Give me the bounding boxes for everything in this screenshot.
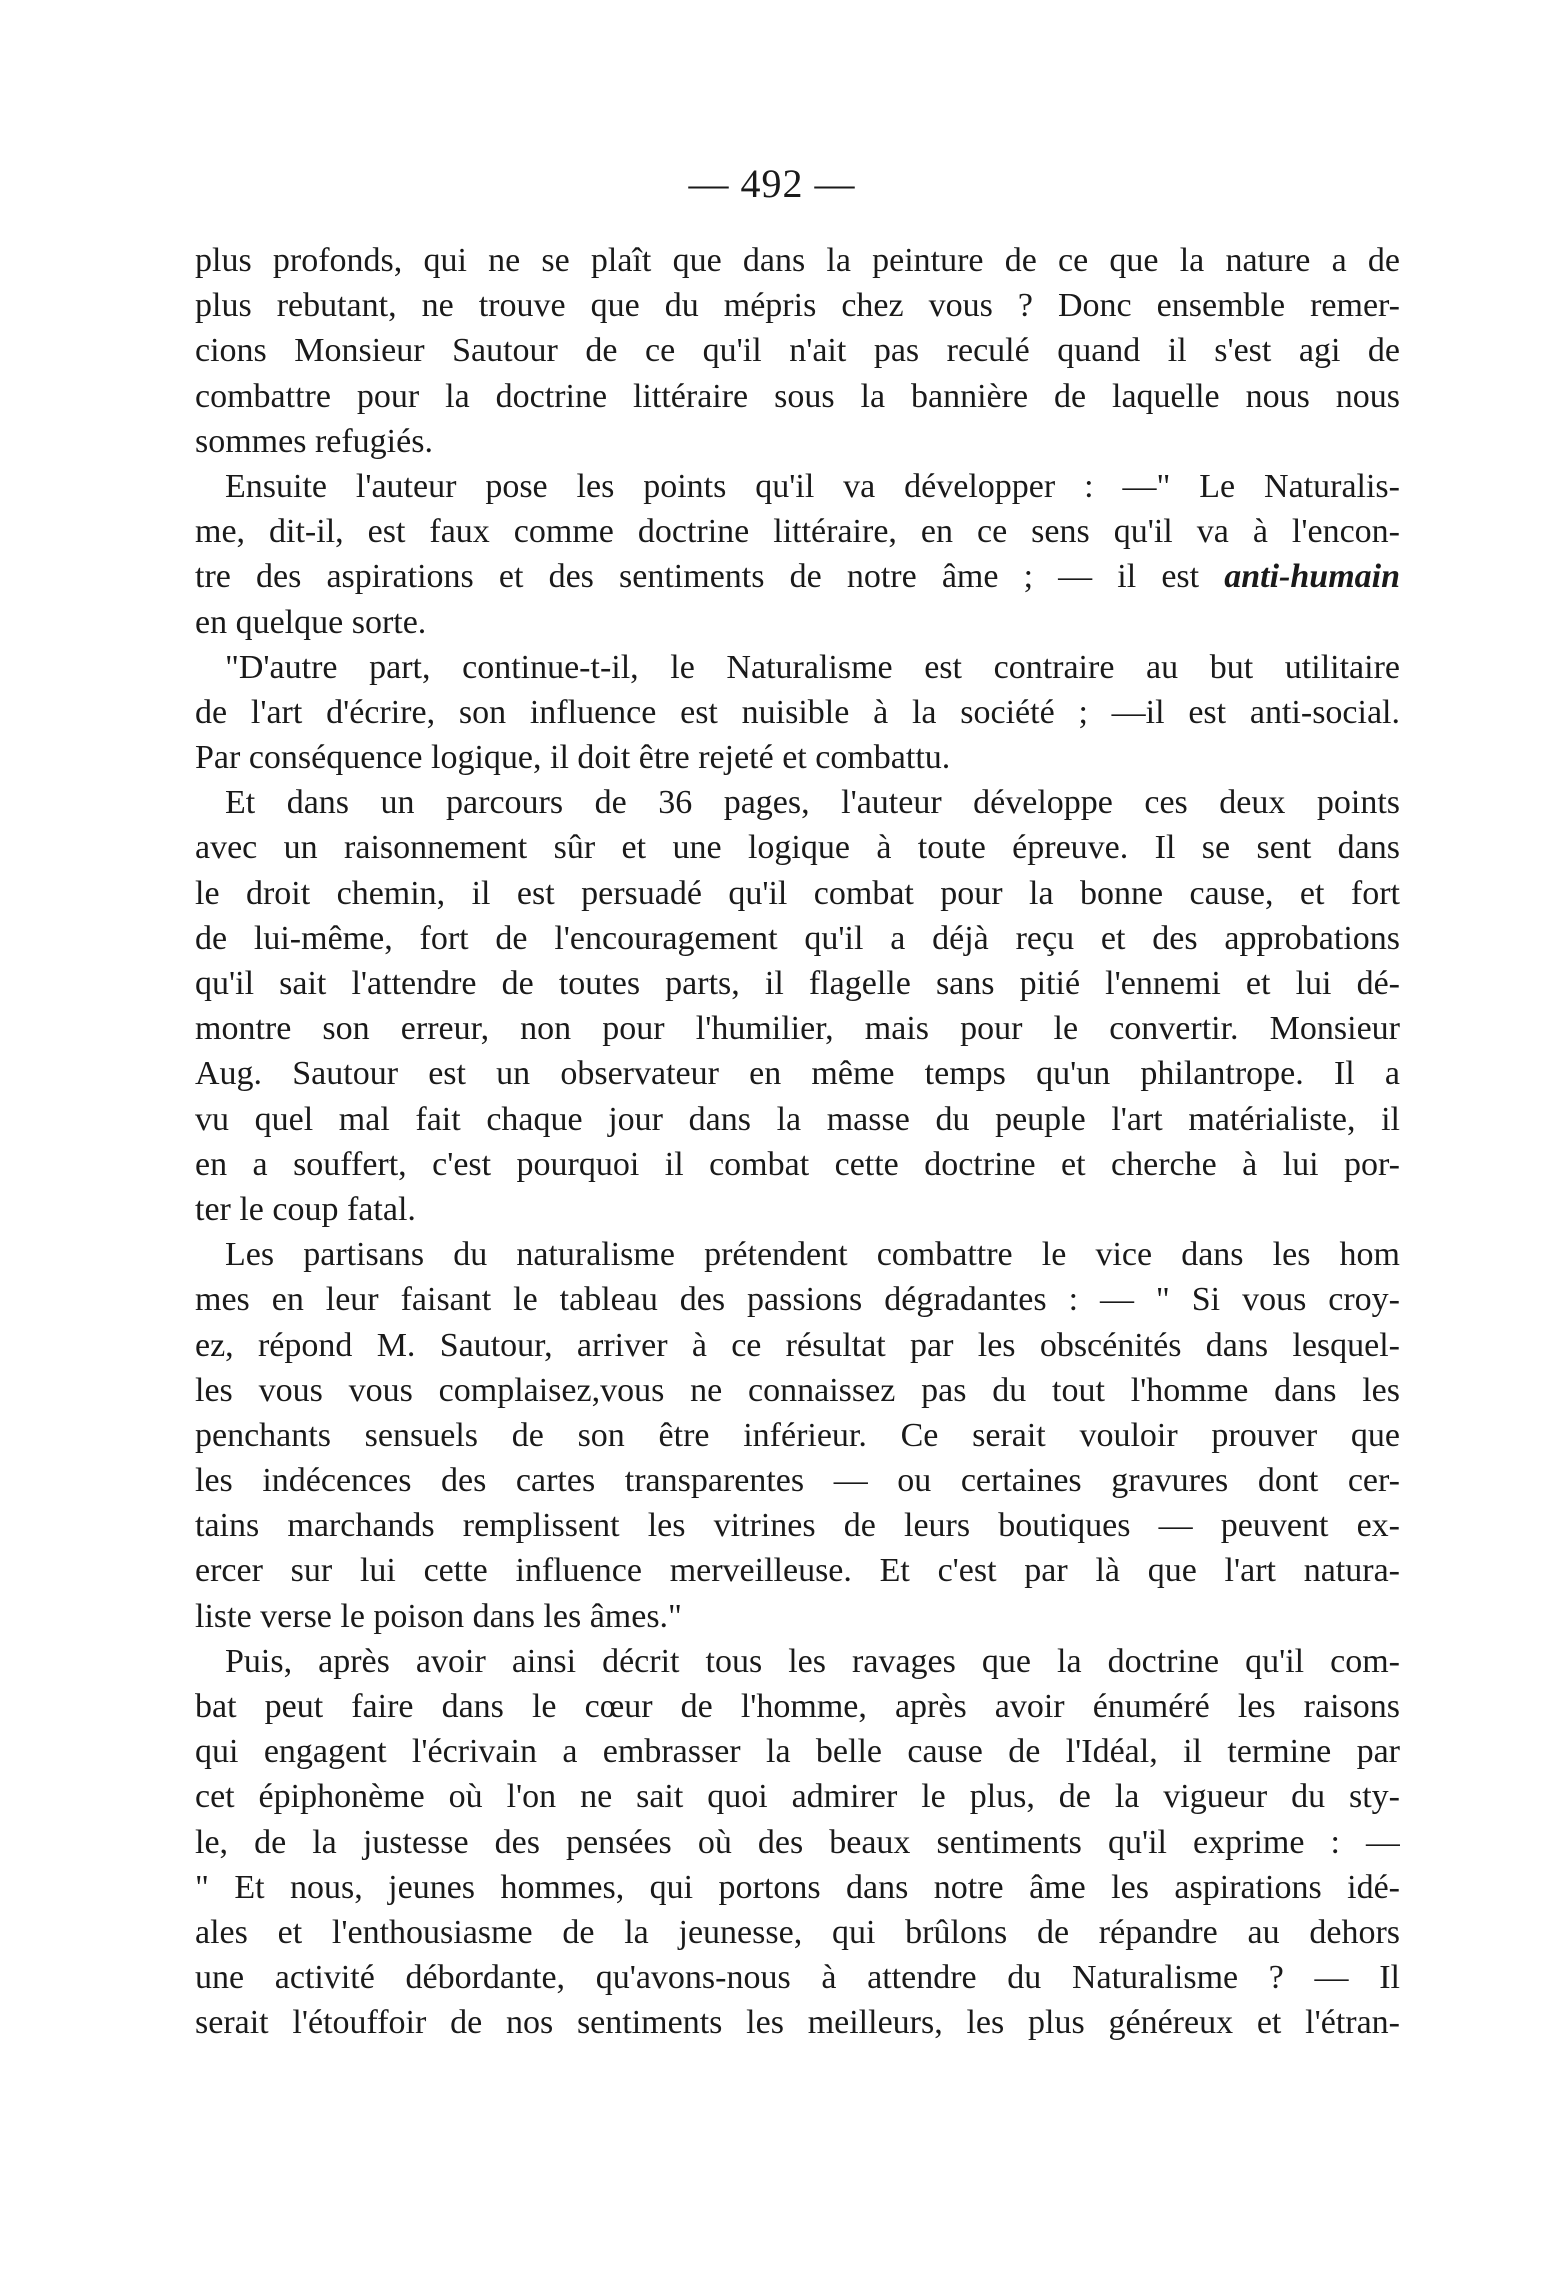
text-line [195, 1097, 1400, 1142]
text-line [195, 780, 1400, 825]
text-line-content: les indécences des cartes transparentes — ou certaines gravures dont cer- [195, 1462, 1400, 1500]
text-line [195, 1413, 1400, 1458]
text-line [195, 1051, 1400, 1096]
text-line-content: le, de la justesse des pensées où des beaux sentiments qu'il exprime : — [195, 1823, 1400, 1861]
text-line [195, 1774, 1400, 1819]
text-line [195, 916, 1400, 961]
text-line-content: mes en leur faisant le tableau des passions dégradantes : — " Si vous croy- [195, 1281, 1400, 1319]
text-line-content: cet épiphonème où l'on ne sait quoi admirer le plus, de la vigueur du sty- [195, 1778, 1400, 1816]
text-line-content: bat peut faire dans le cœur de l'homme, après avoir énuméré les raisons [195, 1688, 1400, 1725]
text-line-content: avec un raisonnement sûr et une logique à toute épreuve. Il se sent dans [195, 829, 1400, 867]
text-line-content: une activité débordante, qu'avons-nous à attendre du Naturalisme ? — Il [195, 1959, 1400, 1997]
text-line [195, 238, 1400, 283]
text-line [195, 1503, 1400, 1548]
text-line-content: liste verse le poison dans les âmes." [195, 1597, 682, 1635]
text-line-content: montre son erreur, non pour l'humilier, mais pour le convertir. Monsieur [195, 1010, 1400, 1048]
text-line [195, 1820, 1400, 1865]
text-line-content: "D'autre part, continue-t-il, le Naturalisme est contraire au but utilitaire [225, 648, 1400, 686]
text-line [195, 1594, 1400, 1639]
text-line-content: serait l'étouffoir de nos sentiments les meilleurs, les plus généreux et l'étran- [195, 2004, 1400, 2042]
text-line [195, 328, 1400, 373]
text-line [195, 690, 1400, 735]
text-line [195, 1232, 1400, 1277]
text-line-content: Aug. Sautour est un observateur en même temps qu'un philantrope. Il a [195, 1055, 1400, 1093]
text-line [195, 600, 1400, 645]
text-line [195, 2000, 1400, 2045]
text-line [195, 1955, 1400, 2000]
text-line-content: Par conséquence logique, il doit être rejeté et combattu. [195, 739, 951, 777]
text-line-content: vu quel mal fait chaque jour dans la masse du peuple l'art matérialiste, il [195, 1100, 1400, 1138]
body-text [195, 238, 1400, 2046]
text-line [195, 374, 1400, 419]
text-line [195, 509, 1400, 554]
text-line [195, 1368, 1400, 1413]
text-line [195, 1458, 1400, 1503]
text-line [195, 419, 1400, 464]
text-line [195, 1548, 1400, 1593]
text-line-content: Et dans un parcours de 36 pages, l'auteur développe ces deux points [225, 784, 1400, 822]
text-line-content: de lui-même, fort de l'encouragement qu'il a déjà reçu et des approbations [195, 919, 1400, 957]
text-line [195, 1277, 1400, 1322]
text-line [195, 735, 1400, 780]
page-number: — 492 — [688, 161, 856, 206]
text-line [195, 961, 1400, 1006]
text-line-content: penchants sensuels de son être inférieur. Ce serait vouloir prouver que [195, 1416, 1400, 1454]
text-line-content: les vous vous complaisez,vous ne connaissez pas du tout l'homme dans les [195, 1371, 1400, 1409]
text-line [195, 1865, 1400, 1910]
text-line-content: tains marchands remplissent les vitrines de leurs boutiques — peuvent ex- [195, 1507, 1400, 1545]
text-line-content: plus profonds, qui ne se plaît que dans la peinture de ce que la nature a de [195, 242, 1400, 279]
text-line-content: le droit chemin, il est persuadé qu'il combat pour la bonne cause, et fort [195, 874, 1400, 912]
text-line [195, 1187, 1400, 1232]
text-line-content: tre des aspirations et des sentiments de notre âme ; — il est [195, 558, 1225, 596]
text-line [195, 871, 1400, 916]
text-line-content: sommes refugiés. [195, 422, 433, 460]
text-line [195, 1639, 1400, 1684]
text-line [195, 1910, 1400, 1955]
text-line-content: Ensuite l'auteur pose les points qu'il va développer : —" Le Naturalis- [225, 467, 1400, 505]
text-line-content: Les partisans du naturalisme prétendent combattre le vice dans les hom [225, 1236, 1400, 1274]
text-line [195, 1684, 1400, 1729]
text-line-content: me, dit-il, est faux comme doctrine littéraire, en ce sens qu'il va à l'encon- [195, 513, 1400, 551]
text-line-content: plus rebutant, ne trouve que du mépris chez vous ? Donc ensemble remer- [195, 287, 1400, 325]
emphasized-word: anti-humain [1224, 558, 1400, 596]
text-line-content: qu'il sait l'attendre de toutes parts, il flagelle sans pitié l'ennemi et lui dé- [195, 965, 1400, 1002]
text-line [195, 1323, 1400, 1368]
text-line-content: Puis, après avoir ainsi décrit tous les ravages que la doctrine qu'il com- [225, 1642, 1400, 1680]
text-line [195, 1006, 1400, 1051]
text-line-content: ales et l'enthousiasme de la jeunesse, qui brûlons de répandre au dehors [195, 1913, 1400, 1951]
text-line-content: combattre pour la doctrine littéraire sous la bannière de laquelle nous nous [195, 377, 1400, 415]
text-line-content: qui engagent l'écrivain a embrasser la belle cause de l'Idéal, il termine par [195, 1733, 1400, 1771]
text-line [195, 825, 1400, 870]
text-line-content: en quelque sorte. [195, 603, 427, 641]
text-line [195, 1729, 1400, 1774]
text-line-content: cions Monsieur Sautour de ce qu'il n'ait pas reculé quand il s'est agi de [195, 332, 1400, 370]
text-line-content: " Et nous, jeunes hommes, qui portons dans notre âme les aspirations idé- [195, 1868, 1400, 1906]
text-line-content: ercer sur lui cette influence merveilleuse. Et c'est par là que l'art natura- [195, 1552, 1400, 1590]
text-line-content: de l'art d'écrire, son influence est nuisible à la société ; —il est anti-social. [195, 693, 1400, 731]
text-line [195, 283, 1400, 328]
text-line [195, 645, 1400, 690]
text-line [195, 464, 1400, 509]
text-line-content: ter le coup fatal. [195, 1190, 416, 1228]
text-line [195, 554, 1400, 599]
text-line [195, 1142, 1400, 1187]
text-line-content: en a souffert, c'est pourquoi il combat cette doctrine et cherche à lui por- [195, 1145, 1400, 1183]
text-line-content: ez, répond M. Sautour, arriver à ce résultat par les obscénités dans lesquel- [195, 1326, 1400, 1364]
